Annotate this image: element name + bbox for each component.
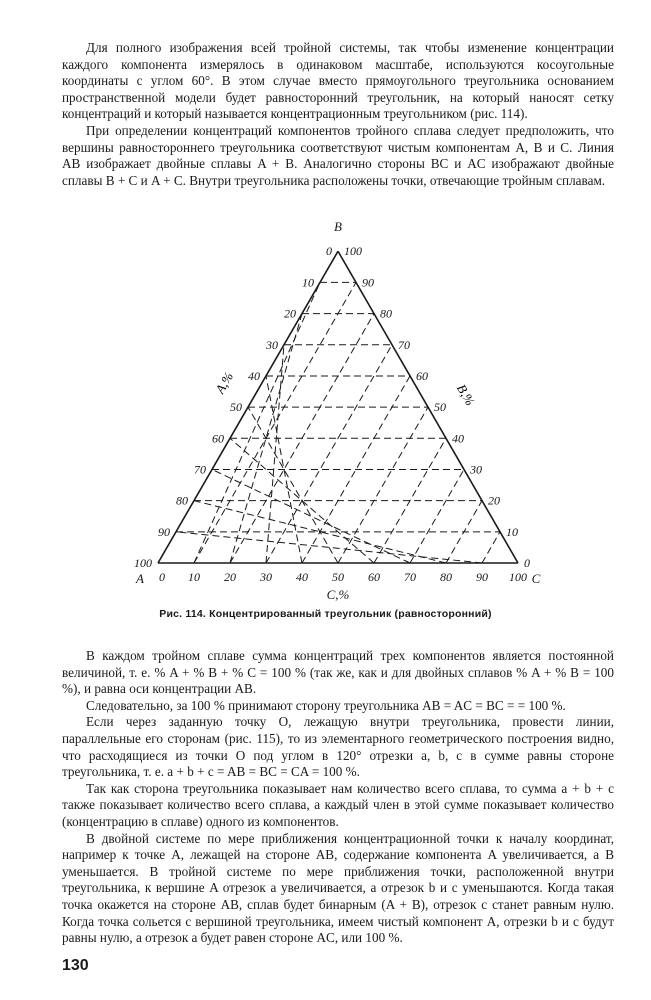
tick-label-a: 0 <box>326 244 332 259</box>
tick-label-c: 90 <box>476 570 488 584</box>
paragraph-2: При определении концентраций компонентов тройного сплава следует предположить, что вершины равностороннего треугольника соответствуют чистым компонентам A, B и C. Линия AB изображает двойные сплавы A + B. Аналогично стороны BC и AC изображают двойные сплавы B + C и A + C. Внутри треугольника расположены точки, отвечающие тройным сплавам. <box>62 122 614 188</box>
tick-label-a: 100 <box>134 556 152 570</box>
paragraph-5: Если через заданную точку O, лежащую внутри треугольника, провести линии, параллельные его сторонам (рис. 115), то из элементарного геометрического построения видно, что расходящиеся из точки O под углом в 120° отрезки a, b, c в сумме равны стороне треугольника, т. е. a + b + c = AB = BC = CA = 100 %. <box>62 714 614 780</box>
tick-label-a: 70 <box>194 462 206 477</box>
tick-label-b: 80 <box>380 306 392 321</box>
tick-label-a: 10 <box>302 275 314 290</box>
axis-a-label: A,% <box>212 369 237 397</box>
axis-b-label: B,% <box>453 381 478 409</box>
grid-line-parallel-ab <box>266 345 392 563</box>
triangle-side-ab <box>158 251 338 563</box>
tick-label-b: 50 <box>434 400 446 415</box>
paragraph-3: В каждом тройном сплаве сумма концентраций трех компонентов является постоянной величиной, т. е. % A + % B + % C = 100 % (так же, как и для двойных сплавов % A + % B = 100 %), и равна оси концентрации AB. <box>62 648 614 697</box>
tick-label-c: 30 <box>260 570 272 584</box>
paragraph-6: Так как сторона треугольника показывает нам количество всего сплава, то сумма a + b + c также показывает количество всего сплава, а каждый член в этой сумме показывает количество (концентрацию в сплаве) одного из компонентов. <box>62 780 614 829</box>
tick-label-a: 30 <box>266 337 278 352</box>
tick-label-c: 40 <box>296 570 308 584</box>
vertex-b-label: B <box>334 219 342 235</box>
tick-label-b: 20 <box>488 493 500 508</box>
axis-c-label: C,% <box>326 587 350 602</box>
tick-label-a: 50 <box>230 400 242 415</box>
tick-label-c: 100 <box>509 570 527 584</box>
grid-line-parallel-ab <box>482 532 500 563</box>
grid-line-parallel-ab <box>338 407 428 563</box>
grid-line-parallel-bc <box>212 469 410 563</box>
paragraph-1: Для полного изображения всей тройной системы, так чтобы изменение концентрации каждого компонента измерялось в одинаковом масштабе, используются косоугольные координаты с углом 60°. В этом случае вместо прямоугольного треугольника основанием пространственной модели будет равносторонний треугольник, на который наносят сетку концентраций и который называется концентрационным треугольником (рис. 114). <box>62 40 614 122</box>
paragraph-7: В двойной системе по мере приближения концентрационной точки к началу координат, например к точке A, лежащей на стороне AB, содержание компонента A увеличивается, а B уменьшается. В тройной системе по мере приближения точки, расположенной внутри треугольника, к вершине A отрезок a увеличивается, а отрезок b и c уменьшаются. Когда такая точка окажется на стороне AB, сплав будет бинарным (A + B), отрезок c станет равным нулю. Когда точка сольется с вершиной треугольника, имеем чистый компонент A, отрезки b и c будут равны нулю, а отрезок a будет равен стороне AC, или 100 %. <box>62 830 614 946</box>
tick-label-a: 40 <box>248 368 260 383</box>
grid-line-parallel-ab <box>410 469 464 563</box>
tick-label-b: 30 <box>470 462 482 477</box>
bottom-text <box>62 648 614 947</box>
tick-label-c: 70 <box>404 570 416 584</box>
grid-line-parallel-bc <box>248 407 338 563</box>
tick-label-b: 0 <box>524 556 530 570</box>
vertex-c-label: C <box>531 571 541 586</box>
tick-label-c: 0 <box>159 570 165 584</box>
tick-label-a: 20 <box>284 306 296 321</box>
tick-label-c: 10 <box>188 570 200 584</box>
tick-label-a: 80 <box>176 493 188 508</box>
tick-label-b: 90 <box>362 275 374 290</box>
tick-label-a: 90 <box>158 524 170 539</box>
top-text <box>62 40 614 189</box>
tick-label-b: 100 <box>344 244 362 259</box>
tick-label-b: 40 <box>452 431 464 446</box>
paragraph-4: Следовательно, за 100 % принимают сторону треугольника AB = AC = BC = = 100 %. <box>86 697 566 713</box>
concentration-triangle-figure <box>130 215 550 605</box>
concentration-triangle <box>130 215 550 605</box>
tick-label-b: 10 <box>506 524 518 539</box>
tick-label-c: 20 <box>224 570 236 584</box>
tick-label-b: 70 <box>398 337 410 352</box>
tick-label-c: 60 <box>368 570 380 584</box>
tick-label-a: 60 <box>212 431 224 446</box>
tick-label-c: 80 <box>440 570 452 584</box>
tick-label-b: 60 <box>416 368 428 383</box>
tick-label-c: 50 <box>332 570 344 584</box>
page-number: 130 <box>62 957 89 974</box>
figure-caption: Рис. 114. Концентрированный треугольник (равносторонний) <box>159 608 492 620</box>
vertex-a-label: A <box>136 571 144 586</box>
